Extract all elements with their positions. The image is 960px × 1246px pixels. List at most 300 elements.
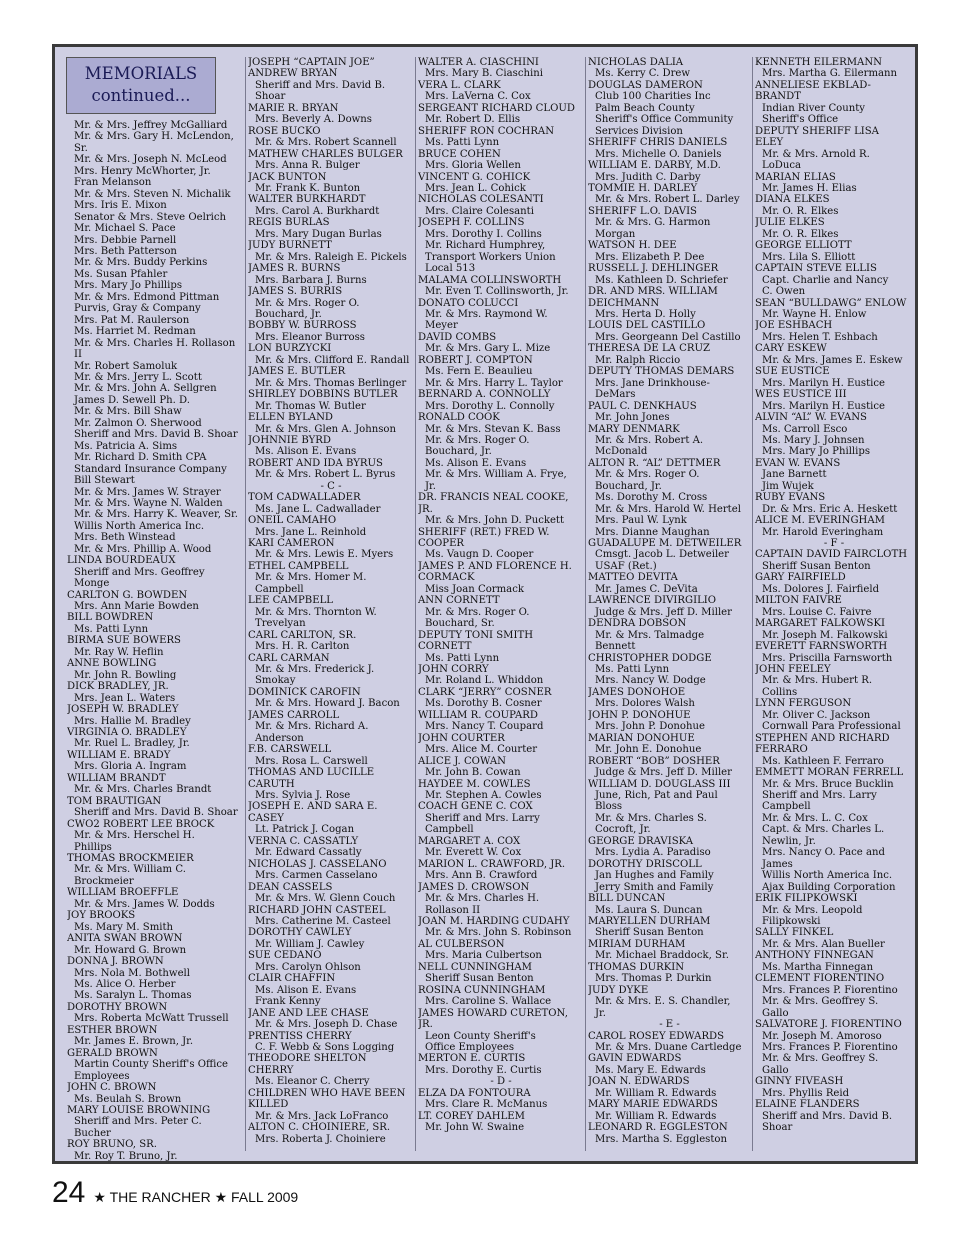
honoree-name: JR. — [418, 1019, 433, 1031]
donor-line: Mr. & Mrs. Richard A. — [255, 721, 369, 733]
donor-line: Mrs. Dianne Maughan — [595, 526, 710, 538]
honoree-name: JOHN CORRY — [418, 664, 489, 676]
honoree-name: SHERIFF RON COCHRAN — [418, 125, 555, 137]
donor-line: Mr. O. R. Elkes — [762, 228, 839, 240]
honoree-name: ROSINA CUNNINGHAM — [418, 984, 546, 996]
honoree-name: COOPER — [418, 538, 465, 550]
donor-line: Purvis, Gray & Company — [74, 303, 201, 315]
donor-line: Mr. & Mrs. Roger O. — [255, 297, 360, 309]
donor-line: Mrs. Beth Winstead — [74, 532, 176, 544]
honoree-name: MARY DENMARK — [588, 423, 680, 435]
donor-line: Mr. & Mrs. John D. Puckett — [425, 515, 565, 527]
honoree-name: ALVIN “AL” W. EVANS — [755, 412, 867, 424]
honoree-name: JOAN N. EDWARDS — [588, 1076, 690, 1088]
honoree-name: SALVATORE J. FIORENTINO — [755, 1019, 902, 1031]
donor-line: Sheriff and Mrs. Larry — [425, 812, 540, 824]
column-divider — [752, 57, 753, 1151]
honoree-name: DEPUTY THOMAS DEMARS — [588, 366, 735, 378]
donor-line: Jr. — [595, 1007, 606, 1019]
donor-line: Mrs. Frances P. Fiorentino — [762, 984, 898, 996]
honoree-name: COACH GENE C. COX — [418, 801, 533, 813]
honoree-name: PAUL C. DENKHAUS — [588, 400, 697, 412]
donor-line: Meyer — [425, 320, 458, 332]
donor-line: Mrs. Nancy T. Coupard — [425, 721, 544, 733]
donor-line: Mrs. Dorothy L. Connolly — [425, 400, 555, 412]
column-divider — [245, 57, 246, 1151]
honoree-name: NELL CUNNINGHAM — [418, 961, 533, 973]
honoree-name: JOHN C. BROWN — [67, 1082, 157, 1094]
honoree-name: CORNETT — [418, 641, 472, 653]
donor-line: Mrs. John P. Donohue — [595, 721, 705, 733]
donor-line: Mrs. Jean L. Cohick — [425, 182, 526, 194]
donor-line: Mr. Everett W. Cox — [425, 847, 522, 859]
page-footer — [52, 1176, 298, 1216]
honoree-name: JOSEPH W. BRADLEY — [67, 704, 179, 716]
donor-line: Mr. & Mrs. James E. Eskew — [762, 354, 903, 366]
donor-line: Mr. & Mrs. James W. Dodds — [74, 898, 215, 910]
donor-line: Mrs. Henry McWhorter, Jr. — [74, 165, 211, 177]
donor-line: Mrs. Frances P. Fiorentino — [762, 1041, 898, 1053]
honoree-name: VERA L. CLARK — [418, 79, 501, 91]
honoree-name: SERGEANT RICHARD CLOUD — [418, 102, 575, 114]
donor-line: Ms. Beulah S. Brown — [74, 1093, 182, 1105]
honoree-name: CORMACK — [418, 572, 475, 584]
donor-line: Mrs. Dorothy I. Collins — [425, 228, 542, 240]
donor-line: Mr. Robert D. Ellis — [425, 114, 521, 126]
donor-line: Mr. O. R. Elkes — [762, 205, 839, 217]
donor-line: Mr. & Mrs. William A. Frye, — [425, 469, 567, 481]
honoree-name: WES EUSTICE III — [755, 389, 847, 401]
honoree-name: JOAN M. HARDING CUDAHY — [418, 915, 570, 927]
donor-line: Sheriff and Mrs. David B. Shoar — [74, 807, 238, 819]
honoree-name: ERIK FILIPKOWSKI — [755, 893, 858, 905]
honoree-name: MARION L. CRAWFORD, JR. — [418, 858, 566, 870]
honoree-name: DONATO COLUCCI — [418, 297, 519, 309]
memorial-column-5 — [755, 57, 913, 1134]
honoree-name: MARY MARIE EDWARDS — [588, 1099, 718, 1111]
memorial-column-4 — [588, 57, 751, 1145]
honoree-name: JAMES E. BUTLER — [248, 366, 346, 378]
honoree-name: SHERIFF L.O. DAVIS — [588, 205, 697, 217]
honoree-name: ALTON R. “AL” DETTMER — [588, 457, 721, 469]
donor-line: Mr. Thomas W. Butler — [255, 400, 366, 412]
donor-line: Miss Joan Cormack — [425, 583, 524, 595]
honoree-name: JUDY BURNETT — [248, 240, 332, 252]
donor-line: Ms. Alison E. Evans — [425, 457, 527, 469]
donor-line: Mrs. Priscilla Farnsworth — [762, 652, 893, 664]
donor-line: Mr. Even T. Collinsworth, Jr. — [425, 286, 569, 298]
honoree-name: JOY BROOKS — [67, 910, 136, 922]
donor-line: C. F. Webb & Sons Logging — [255, 1041, 395, 1053]
honoree-name: LEONARD R. EGGLESTON — [588, 1122, 728, 1134]
honoree-name: SHERIFF (RET.) FRED W. — [418, 526, 550, 538]
donor-line: Mr. William R. Edwards — [595, 1087, 717, 1099]
donor-line: Willis North America Inc. — [74, 520, 205, 532]
donor-line: Dr. & Mrs. Eric A. Heskett — [762, 503, 898, 515]
honoree-name: DONNA J. BROWN — [67, 956, 164, 968]
donor-line: Ms. Dolores J. Fairfield — [762, 583, 880, 595]
donor-line: Mrs. Paul W. Lynk — [595, 515, 687, 527]
honoree-name: JOSEPH E. AND SARA E. — [248, 801, 378, 813]
honoree-name: DOROTHY DRISCOLL — [588, 858, 702, 870]
donor-line: Bloss — [595, 801, 623, 813]
honoree-name: MALAMA COLLINSWORTH — [418, 274, 562, 286]
donor-line: Mr. & Mrs. Jerry L. Scott — [74, 371, 202, 383]
honoree-name: VIRGINIA O. BRADLEY — [67, 727, 187, 739]
publication-line: ★ THE RANCHER ★ FALL 2009 — [93, 1189, 299, 1205]
donor-line: Mrs. Gloria Wellen — [425, 160, 521, 172]
donor-line: Mr. & Mrs. Charles H. — [425, 893, 540, 905]
donor-line: Mr. & Mrs. L. C. Cox — [762, 812, 868, 824]
donor-line: Mr. & Mrs. Jack LoFranco — [255, 1110, 389, 1122]
donor-line: Senator & Mrs. Steve Oelrich — [74, 211, 227, 223]
column-divider — [415, 57, 416, 1151]
honoree-name: GARY FAIRFIELD — [755, 572, 846, 584]
donor-line: Mr. & Mrs. John S. Robinson — [425, 927, 572, 939]
honoree-name: ONEIL CAMAHO — [248, 515, 337, 527]
honoree-name: ELLEN BYLAND — [248, 412, 334, 424]
honoree-name: ROBERT “BOB” DOSHER — [588, 755, 720, 767]
honoree-name: STEPHEN AND RICHARD — [755, 732, 890, 744]
donor-line: Ms. Patti Lynn — [74, 623, 149, 635]
honoree-name: DEICHMANN — [588, 297, 660, 309]
honoree-name: CHILDREN WHO HAVE BEEN — [248, 1087, 406, 1099]
honoree-name: RUBY EVANS — [755, 492, 826, 504]
donor-line: Mrs. Clare R. McManus — [425, 1099, 548, 1111]
honoree-name: HAYDEE M. COWLES — [418, 778, 531, 790]
honoree-name: WATSON H. DEE — [588, 240, 677, 252]
donor-line: Mrs. LaVerna C. Cox — [425, 91, 531, 103]
donor-line: Gallo — [762, 1064, 789, 1076]
honoree-name: MILTON FAIVRE — [755, 595, 842, 607]
donor-line: C. Owen — [762, 286, 806, 298]
honoree-name: CARLTON G. BOWDEN — [67, 589, 188, 601]
donor-line: Ms. Kerry C. Drew — [595, 68, 691, 80]
donor-line: Mr. & Mrs. Harold W. Hertel — [595, 503, 741, 515]
donor-line: Ms. Saralyn L. Thomas — [74, 990, 192, 1002]
donor-line: Lt. Patrick J. Cogan — [255, 824, 355, 836]
honoree-name: NICHOLAS COLESANTI — [418, 194, 544, 206]
donor-line: Bouchard, Jr. — [595, 480, 662, 492]
donor-line: Bucher — [74, 1127, 111, 1139]
honoree-name: WALTER BURKHARDT — [248, 194, 366, 206]
donor-line: DeMars — [595, 389, 636, 401]
honoree-name: THOMAS AND LUCILLE — [248, 767, 375, 779]
honoree-name: WILLIAM D. DOUGLASS III — [588, 778, 731, 790]
honoree-name: GUADALUPE M. DETWEILER — [588, 538, 742, 550]
donor-line: Bouchard, Jr. — [425, 446, 492, 458]
honoree-name: CAPTAIN DAVID FAIRCLOTH — [755, 549, 907, 561]
donor-line: Campbell — [255, 583, 304, 595]
donor-line: Campbell — [762, 801, 811, 813]
donor-line: Standard Insurance Company — [74, 463, 227, 475]
honoree-name: TOMMIE H. DARLEY — [588, 182, 698, 194]
donor-line: Mrs. Debbie Parnell — [74, 234, 177, 246]
donor-line: Mr. Joseph M. Amoroso — [762, 1030, 882, 1042]
donor-line: Mr. & Mrs. James W. Strayer — [74, 486, 221, 498]
honoree-name: LON BURZYCKI — [248, 343, 332, 355]
honoree-name: CAROL ROSEY EDWARDS — [588, 1030, 725, 1042]
donor-line: LoDuca — [762, 160, 802, 172]
donor-line: Mrs. Louise C. Faivre — [762, 606, 872, 618]
donor-line: Bouchard, Jr. — [255, 308, 322, 320]
honoree-name: DOUGLAS DAMERON — [588, 79, 703, 91]
donor-line: Mrs. Carolyn Ohlson — [255, 961, 361, 973]
donor-line: Jane Barnett — [762, 469, 827, 481]
honoree-name: ROBERT J. COMPTON — [418, 354, 533, 366]
donor-line: Mr. Oliver C. Jackson — [762, 709, 871, 721]
honoree-name: WILLIAM E. BRADY — [67, 749, 171, 761]
donor-line: Mr. & Mrs. Roger O. — [425, 434, 530, 446]
title-line-2: continued... — [91, 86, 191, 105]
donor-line: Sheriff Susan Benton — [425, 973, 534, 985]
donor-line: Mr. & Mrs. Bill Shaw — [74, 406, 182, 418]
donor-line: Capt. Charlie and Nancy — [762, 274, 889, 286]
donor-line: Mrs. Catherine M. Casteel — [255, 915, 391, 927]
donor-line: Mrs. Jane L. Reinhold — [255, 526, 367, 538]
honoree-name: SUE EUSTICE — [755, 366, 830, 378]
donor-line: Mrs. Michelle O. Daniels — [595, 148, 722, 160]
donor-line: Mr. & Mrs. Clifford E. Randall — [255, 354, 410, 366]
honoree-name: DENDRA DOBSON — [588, 618, 687, 630]
donor-line: Ms. Patti Lynn — [425, 652, 500, 664]
donor-line: Newlin, Jr. — [762, 835, 816, 847]
donor-line: Mr. & Mrs. Steven N. Michalik — [74, 188, 231, 200]
honoree-name: TOM CADWALLADER — [248, 492, 361, 504]
donor-line: Leon County Sheriff's — [425, 1030, 536, 1042]
donor-line: Ms. Susan Pfahler — [74, 268, 168, 280]
donor-line: Judge & Mrs. Jeff D. Miller — [595, 767, 732, 779]
section-letter: - C - — [320, 480, 342, 492]
donor-line: Mrs. Iris E. Mixon — [74, 200, 167, 212]
donor-line: Mr. & Mrs. Harry L. Taylor — [425, 377, 563, 389]
donor-line: Mr. Michael Braddock, Sr. — [595, 950, 729, 962]
donor-line: Mr. Ralph Riccio — [595, 354, 681, 366]
honoree-name: FERRARO — [755, 744, 808, 756]
donor-line: Mr. Frank K. Bunton — [255, 182, 361, 194]
donor-line: USAF (Ret.) — [595, 560, 657, 572]
donor-line: Shoar — [255, 91, 286, 103]
honoree-name: BRUCE COHEN — [418, 148, 501, 160]
donor-line: Mr. Edward Cassatly — [255, 847, 362, 859]
title-line-1: MEMORIALS — [84, 64, 198, 83]
donor-line: Shoar — [762, 1122, 793, 1134]
honoree-name: NICHOLAS J. CASSELANO — [248, 858, 387, 870]
column-divider — [585, 57, 586, 1151]
donor-line: Mrs. Lydia A. Paradiso — [595, 847, 711, 859]
honoree-name: LAWRENCE DIVIRGILIO — [588, 595, 717, 607]
honoree-name: CARUTH — [248, 778, 295, 790]
donor-line: Mr. & Mrs. Alan Bueller — [762, 938, 885, 950]
donor-line: Mrs. Phyllis Reid — [762, 1087, 850, 1099]
honoree-name: JAMES HOWARD CURETON, — [418, 1007, 568, 1019]
donor-line: Capt. & Mrs. Charles L. — [762, 824, 885, 836]
donor-line: Mr. & Mrs. Geoffrey S. — [762, 1053, 879, 1065]
honoree-name: JULIE ELKES — [755, 217, 825, 229]
honoree-name: BRANDT — [755, 91, 801, 103]
donor-line: Transport Workers Union — [425, 251, 556, 263]
donor-line: Mr. & Mrs. Bruce Bucklin — [762, 778, 894, 790]
donor-line: Mr. & Mrs. Joseph D. Chase — [255, 1019, 398, 1031]
honoree-name: SALLY FINKEL — [755, 927, 834, 939]
donor-line: Mr. & Mrs. Jeffrey McGalliard — [74, 120, 228, 131]
honoree-name: ANITA SWAN BROWN — [67, 933, 183, 945]
donor-line: Mr. James H. Elias — [762, 182, 857, 194]
donor-line: Mr. Stephen A. Cowles — [425, 790, 542, 801]
honoree-name: DIANA ELKES — [755, 194, 830, 206]
donor-line: Mr. William J. Cawley — [255, 938, 365, 950]
donor-line: Rollason II — [425, 904, 481, 916]
donor-line: Ms. Alice O. Herber — [74, 978, 176, 990]
donor-line: Mr. John W. Swaine — [425, 1122, 525, 1134]
honoree-name: JAMES DONOHOE — [588, 686, 686, 698]
honoree-name: JACK BUNTON — [248, 171, 327, 183]
honoree-name: KENNETH EILERMANN — [755, 57, 882, 68]
donor-line: Office Employees — [425, 1041, 515, 1053]
donor-line: Mr. & Mrs. Gary H. McLendon, — [74, 131, 234, 143]
honoree-name: CLARK “JERRY” COSNER — [418, 686, 552, 698]
donor-line: Mr. & Mrs. Robert Scannell — [255, 137, 397, 149]
donor-line: Mrs. Rosa L. Carswell — [255, 755, 368, 767]
donor-line: Ms. Eleanor C. Cherry — [255, 1076, 370, 1088]
honoree-name: DAVID COMBS — [418, 331, 497, 343]
memorial-column-3 — [418, 57, 584, 1134]
donor-line: Mrs. Maria Culbertson — [425, 950, 542, 962]
donor-line: Mr. William R. Edwards — [595, 1110, 717, 1122]
donor-line: Mrs. Mary B. Ciaschini — [425, 68, 543, 80]
honoree-name: ROSE BUCKO — [248, 125, 321, 137]
honoree-name: CLEMENT FIORENTINO — [755, 973, 885, 985]
donor-line: Mr. & Mrs. Charles S. — [595, 812, 707, 824]
donor-line: Ms. Martha Finnegan — [762, 961, 874, 973]
honoree-name: DOROTHY CAWLEY — [248, 927, 352, 939]
honoree-name: GINNY FIVEASH — [755, 1076, 844, 1088]
honoree-name: LOUIS DEL CASTILLO — [588, 320, 706, 332]
honoree-name: MARYELLEN DURHAM — [588, 915, 711, 927]
honoree-name: ANTHONY FINNEGAN — [755, 950, 874, 962]
donor-line: Mrs. Elizabeth P. Dee — [595, 251, 705, 263]
donor-line: Cornwall Para Professional — [762, 721, 901, 733]
honoree-name: BOBBY W. BURROSS — [248, 320, 357, 332]
donor-line: Ms. Carroll Esco — [762, 423, 848, 435]
donor-line: Mrs. Marilyn H. Eustice — [762, 377, 885, 389]
honoree-name: DOMINICK CAROFIN — [248, 686, 361, 698]
honoree-name: MATHEW CHARLES BULGER — [248, 148, 403, 160]
honoree-name: PRENTISS CHERRY — [248, 1030, 352, 1042]
donor-line: Club 100 Charities Inc — [595, 91, 711, 103]
honoree-name: JOSEPH “CAPTAIN JOE” — [248, 57, 375, 68]
honoree-name: SHERIFF CHRIS DANIELS — [588, 137, 728, 149]
donor-line: Mrs. Sylvia J. Rose — [255, 790, 351, 801]
donor-line: Sheriff's Office — [762, 114, 839, 126]
donor-line: Mrs. Mary Jo Phillips — [762, 446, 871, 458]
donor-line: Sheriff Susan Benton — [762, 560, 871, 572]
honoree-name: GEORGE ELLIOTT — [755, 240, 852, 252]
honoree-name: ANNELIESE EKBLAD- — [755, 79, 871, 91]
honoree-name: WILLIAM BRANDT — [67, 772, 166, 784]
honoree-name: CASEY — [248, 812, 284, 824]
honoree-name: WILLIAM R. COUPARD — [418, 709, 538, 721]
donor-line: Mr. & Mrs. Frederick J. — [255, 664, 375, 676]
donor-line: Mr. & Mrs. Harry K. Weaver, Sr. — [74, 509, 238, 521]
honoree-name: GERALD BROWN — [67, 1047, 158, 1059]
donor-line: Mr. & Mrs. Edmond Pittman — [74, 291, 220, 303]
donor-line: Mrs. Gloria A. Ingram — [74, 761, 187, 773]
donor-line: Frank Kenny — [255, 996, 321, 1008]
donor-line: Anderson — [255, 732, 304, 744]
donor-line: Mrs. Ann Marie Bowden — [74, 601, 199, 613]
donor-line: Ms. Alison E. Evans — [255, 446, 357, 458]
honoree-name: GAVIN EDWARDS — [588, 1053, 682, 1065]
donor-line: Mr. & Mrs. Phillip A. Wood — [74, 543, 212, 555]
donor-line: Trevelyan — [255, 618, 306, 630]
honoree-name: ANNE BOWLING — [67, 658, 157, 670]
donor-line: Mrs. Jean L. Waters — [74, 692, 176, 704]
donor-line: Phillips — [74, 841, 112, 853]
donor-line: Mr. & Mrs. Howard J. Bacon — [255, 698, 400, 710]
honoree-name: VINCENT G. COHICK — [418, 171, 531, 183]
donor-line: Mr. Harold Everingham — [762, 526, 884, 538]
honoree-name: REGIS BURLAS — [248, 217, 330, 229]
donor-line: Bill Stewart — [74, 475, 135, 487]
donor-line: Mr. & Mrs. Stevan K. Bass — [425, 423, 561, 435]
honoree-name: JR. — [418, 503, 433, 515]
honoree-name: WILLIAM E. DARBY, M.D. — [588, 160, 721, 172]
honoree-name: SUE CEDANO — [248, 950, 322, 962]
honoree-name: DR. FRANCIS NEAL COOKE, — [418, 492, 569, 504]
donor-line: Mrs. Martha G. Eilermann — [762, 68, 898, 80]
honoree-name: LINDA BOURDEAUX — [67, 555, 176, 567]
honoree-name: ALICE M. EVERINGHAM — [755, 515, 885, 527]
donor-line: Ms. Kathleen F. Ferraro — [762, 755, 884, 767]
donor-line: Mrs. Nancy O. Pace and — [762, 847, 885, 859]
honoree-name: MARIE R. BRYAN — [248, 102, 339, 114]
donor-line: Mr. John E. Donohue — [595, 744, 702, 756]
donor-line: Mr. Michael S. Pace — [74, 223, 176, 235]
donor-line: Mrs. Roberta McWatt Trussell — [74, 1013, 229, 1025]
donor-line: Mr. Zalmon O. Sherwood — [74, 417, 202, 429]
donor-line: Mr. & Mrs. W. Glenn Couch — [255, 893, 396, 905]
honoree-name: EMMETT MORAN FERRELL — [755, 767, 904, 779]
donor-line: Sheriff and Mrs. David B. Shoar — [74, 429, 238, 441]
donor-line: Mr. & Mrs. Glen A. Johnson — [255, 423, 396, 435]
honoree-name: JAMES R. BURNS — [248, 263, 341, 275]
donor-line: Sheriff and Mrs. Larry — [762, 790, 877, 801]
donor-line: Mr. & Mrs. Homer M. — [255, 572, 367, 584]
donor-line: Mr. & Mrs. Roger O. — [425, 606, 530, 618]
honoree-name: MERTON E. CURTIS — [418, 1053, 526, 1065]
donor-line: Mr. & Mrs. Geoffrey S. — [762, 996, 879, 1008]
donor-line: Mrs. Alice M. Courter — [425, 744, 538, 756]
honoree-name: MARIAN ELIAS — [755, 171, 836, 183]
donor-line: Mrs. Marilyn H. Eustice — [762, 400, 885, 412]
honoree-name: DICK BRADLEY, JR. — [67, 681, 169, 693]
honoree-name: WALTER A. CIASCHINI — [418, 57, 539, 68]
honoree-name: RICHARD JOHN CASTEEL — [248, 904, 386, 916]
donor-line: Monge — [74, 578, 110, 590]
donor-line: Mr. Roland L. Whiddon — [425, 675, 544, 687]
honoree-name: KARI CAMERON — [248, 538, 335, 550]
donor-line: Mrs. Lila S. Elliott — [762, 251, 856, 263]
memorial-column-1 — [67, 120, 245, 1162]
donor-line: Mr. & Mrs. John A. Sellgren — [74, 383, 217, 395]
section-letter: - D - — [490, 1076, 512, 1088]
donor-line: June, Rich, Pat and Paul — [595, 790, 718, 801]
honoree-name: ETHEL CAMPBELL — [248, 560, 349, 572]
donor-line: Mr. & Mrs. Raymond W. — [425, 308, 548, 320]
honoree-name: LYNN FERGUSON — [755, 698, 852, 710]
honoree-name: VERNA C. CASSATLY — [248, 835, 359, 847]
